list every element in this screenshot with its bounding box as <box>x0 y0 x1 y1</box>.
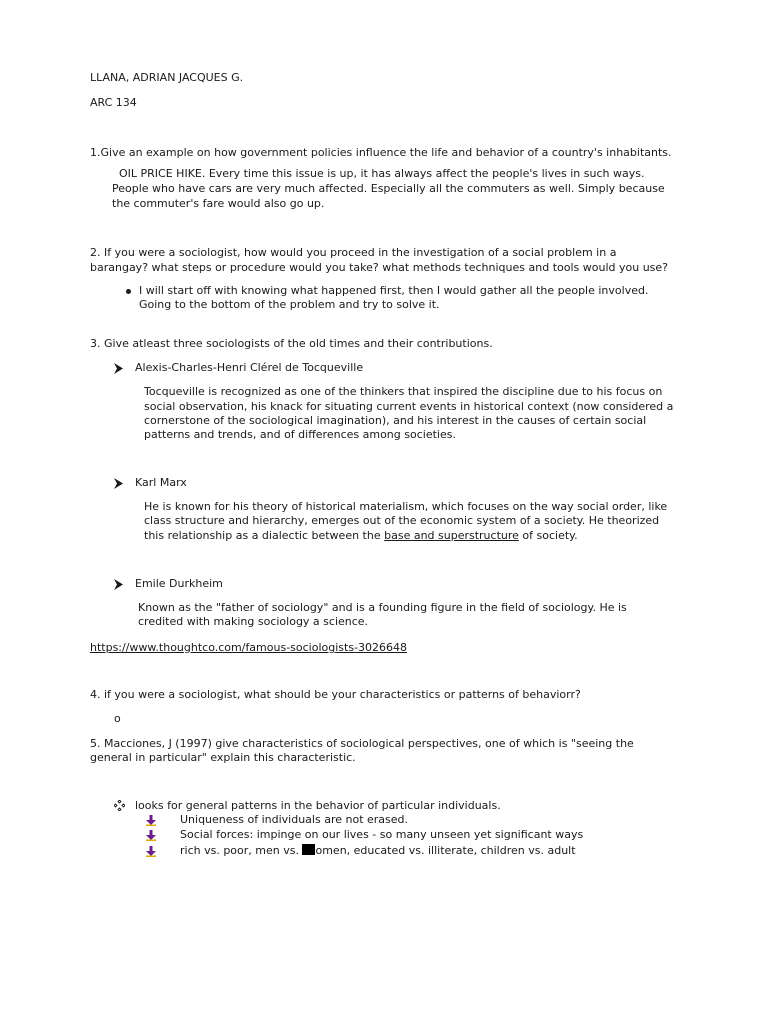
sociologist-3-name: Emile Durkheim <box>135 577 223 590</box>
sociologist-3-line-2: credited with making sociology a science. <box>138 615 369 628</box>
question-2-line-2: barangay? what steps or procedure would you take? what methods techniques and tools would you use? <box>90 261 668 274</box>
question-5-line-2: general in particular" explain this characteristic. <box>90 751 356 764</box>
sub-point-3: rich vs. poor, men vs. omen, educated vs. illiterate, children vs. adult <box>180 844 576 857</box>
down-arrow-bullet-icon <box>146 815 156 826</box>
question-2-line-1: 2. If you were a sociologist, how would you proceed in the investigation of a social problem in a <box>90 246 617 259</box>
source-link[interactable]: https://www.thoughtco.com/famous-sociologists-3026648 <box>90 641 408 654</box>
sociologist-1-line-2: social observation, his knack for situating current events in historical context (now considered a <box>144 400 674 413</box>
question-3: 3. Give atleast three sociologists of the old times and their contributions. <box>90 337 493 350</box>
sociologist-1-line-1: Tocqueville is recognized as one of the thinkers that inspired the discipline due to his focus on <box>144 385 663 398</box>
sociologist-2-name: Karl Marx <box>135 476 187 489</box>
course-code: ARC 134 <box>90 96 137 109</box>
sociologist-2-line-1: He is known for his theory of historical materialism, which focuses on the way social order, like <box>144 500 668 513</box>
question-5-line-1: 5. Macciones, J (1997) give characteristics of sociological perspectives, one of which is "seeing the <box>90 737 634 750</box>
sociologist-3-line-1: Known as the "father of sociology" and is a founding figure in the field of sociology. He is <box>138 601 627 614</box>
four-diamond-bullet-icon <box>114 800 125 811</box>
sub-point-1: Uniqueness of individuals are not erased. <box>180 813 409 826</box>
answer-1-line-1: OIL PRICE HIKE. Every time this issue is up, it has always affect the people's lives in such ways. <box>119 167 645 180</box>
arrowhead-bullet-icon <box>114 363 123 374</box>
answer-2-line-1: I will start off with knowing what happened first, then I would gather all the people involved. <box>139 284 649 297</box>
question-4: 4. if you were a sociologist, what should be your characteristics or patterns of behaviorr? <box>90 688 581 701</box>
sociologist-2-line-3: this relationship as a dialectic between the base and superstructure of society. <box>144 529 578 542</box>
sociologist-1-line-4: patterns and trends, and of differences among societies. <box>144 428 456 441</box>
arrowhead-bullet-icon <box>114 478 123 489</box>
sociologist-1-line-3: cornerstone of the sociological imagination), and his interest in the causes of certain social <box>144 414 647 427</box>
main-point: looks for general patterns in the behavior of particular individuals. <box>135 799 501 812</box>
answer-1-line-3: the commuter's fare would also go up. <box>112 197 325 210</box>
empty-bullet: o <box>114 712 121 725</box>
down-arrow-bullet-icon <box>146 846 156 857</box>
arrowhead-bullet-icon <box>114 579 123 590</box>
redaction-block <box>302 844 315 855</box>
student-name: LLANA, ADRIAN JACQUES G. <box>90 71 244 84</box>
answer-1-line-2: People who have cars are very much affected. Especially all the commuters as well. Simply because <box>112 182 665 195</box>
question-1: 1.Give an example on how government policies influence the life and behavior of a country's inhabitants. <box>90 146 672 159</box>
sociologist-2-line-2: class structure and hierarchy, emerges out of the economic system of a society. He theorized <box>144 514 660 527</box>
answer-2-line-2: Going to the bottom of the problem and try to solve it. <box>139 298 440 311</box>
underlined-term: base and superstructure <box>384 529 519 542</box>
bullet-dot-icon <box>126 289 131 294</box>
sub-point-2: Social forces: impinge on our lives - so many unseen yet significant ways <box>180 828 584 841</box>
sociologist-1-name: Alexis-Charles-Henri Clérel de Tocqueville <box>135 361 364 374</box>
down-arrow-bullet-icon <box>146 830 156 841</box>
